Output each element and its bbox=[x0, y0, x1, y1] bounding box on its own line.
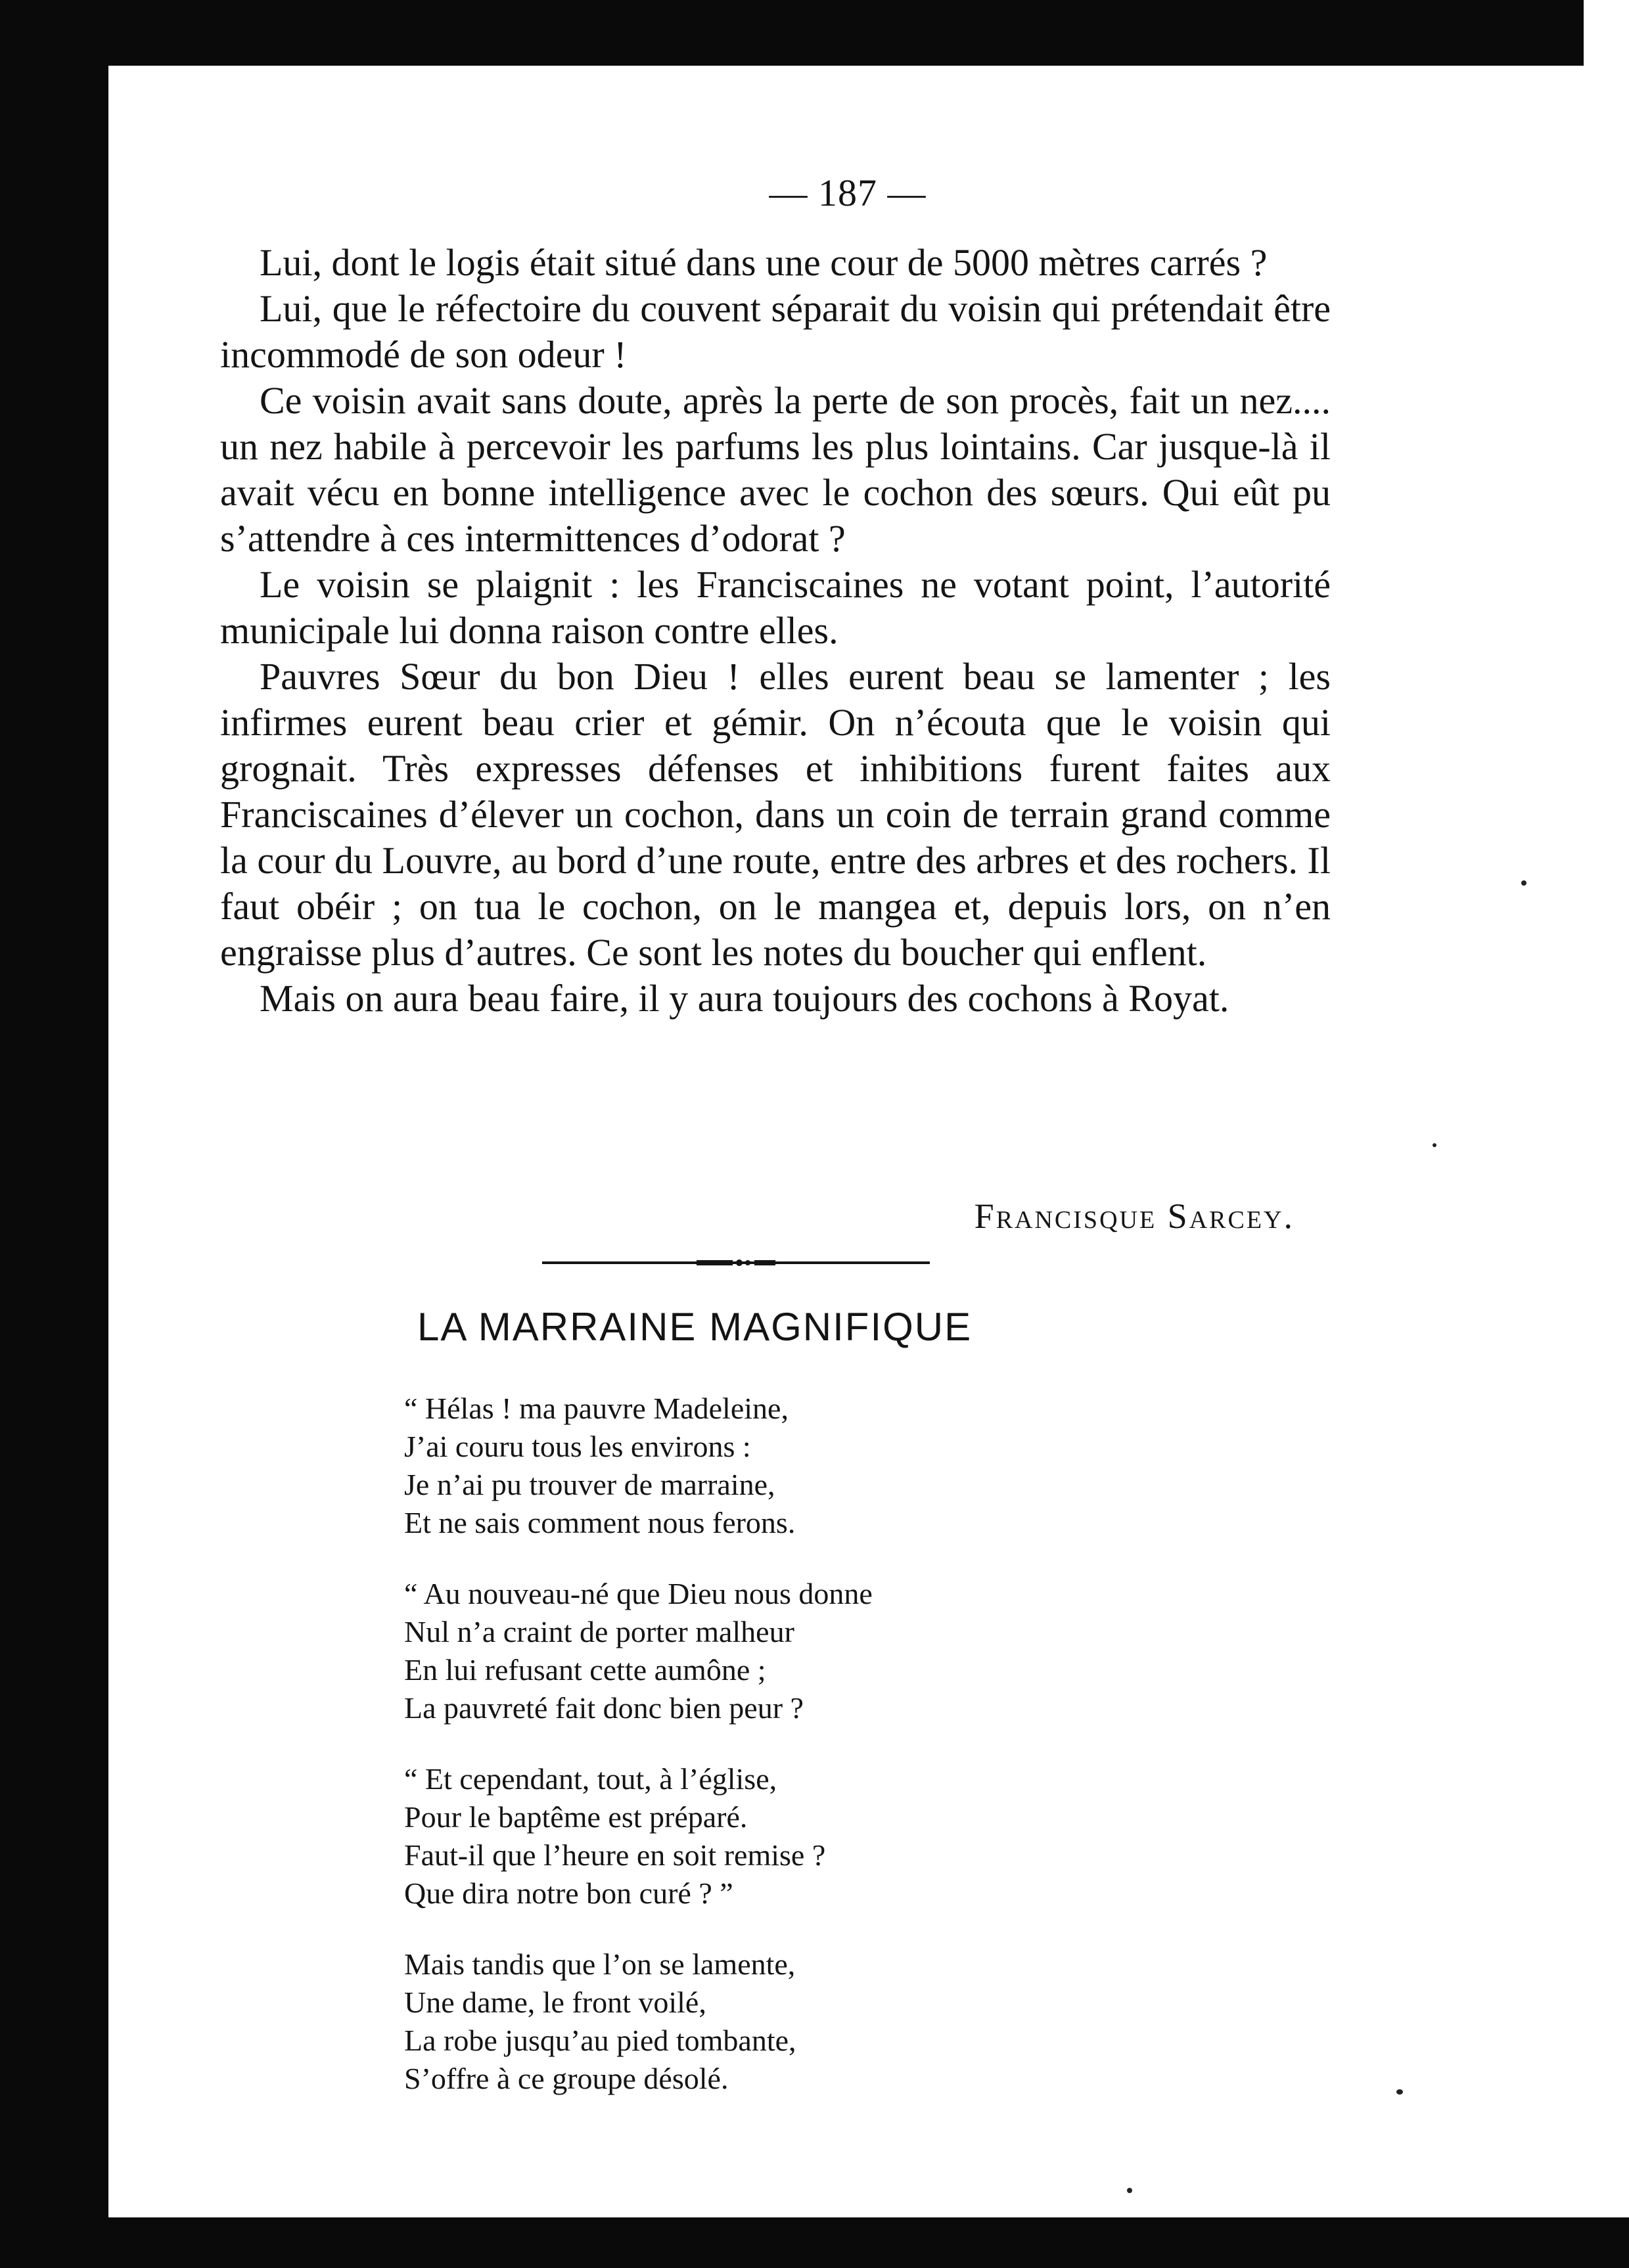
scan-border-left bbox=[0, 0, 108, 2268]
poem-line: Faut-il que l’heure en soit remise ? bbox=[404, 1838, 826, 1872]
poem-line: En lui refusant cette aumône ; bbox=[404, 1653, 766, 1687]
paragraph: Mais on aura beau faire, il y aura toujours des cochons à Royat. bbox=[260, 977, 1229, 1020]
paragraph: Le voisin se plaignit : les Franciscaines ne votant point, l’autorité municipale lui donna raison contre elles. bbox=[220, 563, 1331, 652]
poem-title: LA MARRAINE MAGNIFIQUE bbox=[417, 1305, 973, 1349]
separator-ornament bbox=[697, 1256, 775, 1269]
paragraph: Lui, dont le logis était situé dans une cour de 5000 mètres carrés ? bbox=[260, 241, 1268, 284]
poem-stanza bbox=[404, 1945, 873, 2098]
paragraph: Lui, que le réfectoire du couvent séparait du voisin qui prétendait être incommodé de son odeur ! bbox=[220, 287, 1331, 376]
scan-speck bbox=[1521, 880, 1526, 886]
poem-line: “ Et cependant, tout, à l’église, bbox=[404, 1762, 777, 1796]
poem-line: “ Hélas ! ma pauvre Madeleine, bbox=[404, 1392, 789, 1425]
poem-line: Pour le baptême est préparé. bbox=[404, 1800, 748, 1834]
scan-border-bottom bbox=[0, 2217, 1629, 2268]
poem-line: S’offre à ce groupe désolé. bbox=[404, 2062, 729, 2095]
scan-speck bbox=[1433, 1143, 1436, 1147]
poem-stanza bbox=[404, 1760, 873, 1913]
poem-stanza bbox=[404, 1390, 873, 1542]
poem-line: La pauvreté fait donc bien peur ? bbox=[404, 1691, 804, 1725]
poem-line: Nul n’a craint de porter malheur bbox=[404, 1615, 794, 1648]
poem-line: La robe jusqu’au pied tombante, bbox=[404, 2024, 796, 2057]
poem-line: Je n’ai pu trouver de marraine, bbox=[404, 1468, 775, 1501]
scan-border-top bbox=[99, 0, 1584, 66]
poem-line: J’ai couru tous les environs : bbox=[404, 1430, 751, 1463]
poem-stanza bbox=[404, 1575, 873, 1727]
poem-line: Et ne sais comment nous ferons. bbox=[404, 1506, 796, 1539]
author-signature: Francisque Sarcey. bbox=[974, 1196, 1295, 1236]
poem bbox=[404, 1390, 873, 2131]
paragraph: Ce voisin avait sans doute, après la perte de son procès, fait un nez.... un nez habile à percevoir les parfums les plus lointains. Car jusque-là il avait vécu en bonne intelligence avec le cochon des sœurs. Qui eût pu s’attendre à ces intermittences d’odorat ? bbox=[220, 379, 1331, 560]
poem-line: Que dira notre bon curé ? ” bbox=[404, 1876, 733, 1910]
book-page bbox=[108, 66, 1587, 2217]
prose-body bbox=[220, 240, 1331, 1022]
scan-speck bbox=[1396, 2089, 1403, 2095]
scan-speck bbox=[1127, 2188, 1132, 2193]
paragraph: Pauvres Sœur du bon Dieu ! elles eurent beau se lamenter ; les infirmes eurent beau crier et gémir. On n’écouta que le voisin qui grognait. Très expresses défenses et inhibitions furent faites aux Franciscaines d’élever un cochon, dans un coin de terrain grand comme la cour du Louvre, au bord d’une route, entre des arbres et des rochers. Il faut obéir ; on tua le cochon, on le mangea et, depuis lors, on n’en engraisse plus d’autres. Ce sont les notes du boucher qui enflent. bbox=[220, 655, 1331, 974]
page-number: — 187 — bbox=[769, 171, 927, 214]
poem-line: “ Au nouveau-né que Dieu nous donne bbox=[404, 1577, 873, 1610]
poem-line: Mais tandis que l’on se lamente, bbox=[404, 1947, 796, 1981]
poem-line: Une dame, le front voilé, bbox=[404, 1985, 706, 2019]
